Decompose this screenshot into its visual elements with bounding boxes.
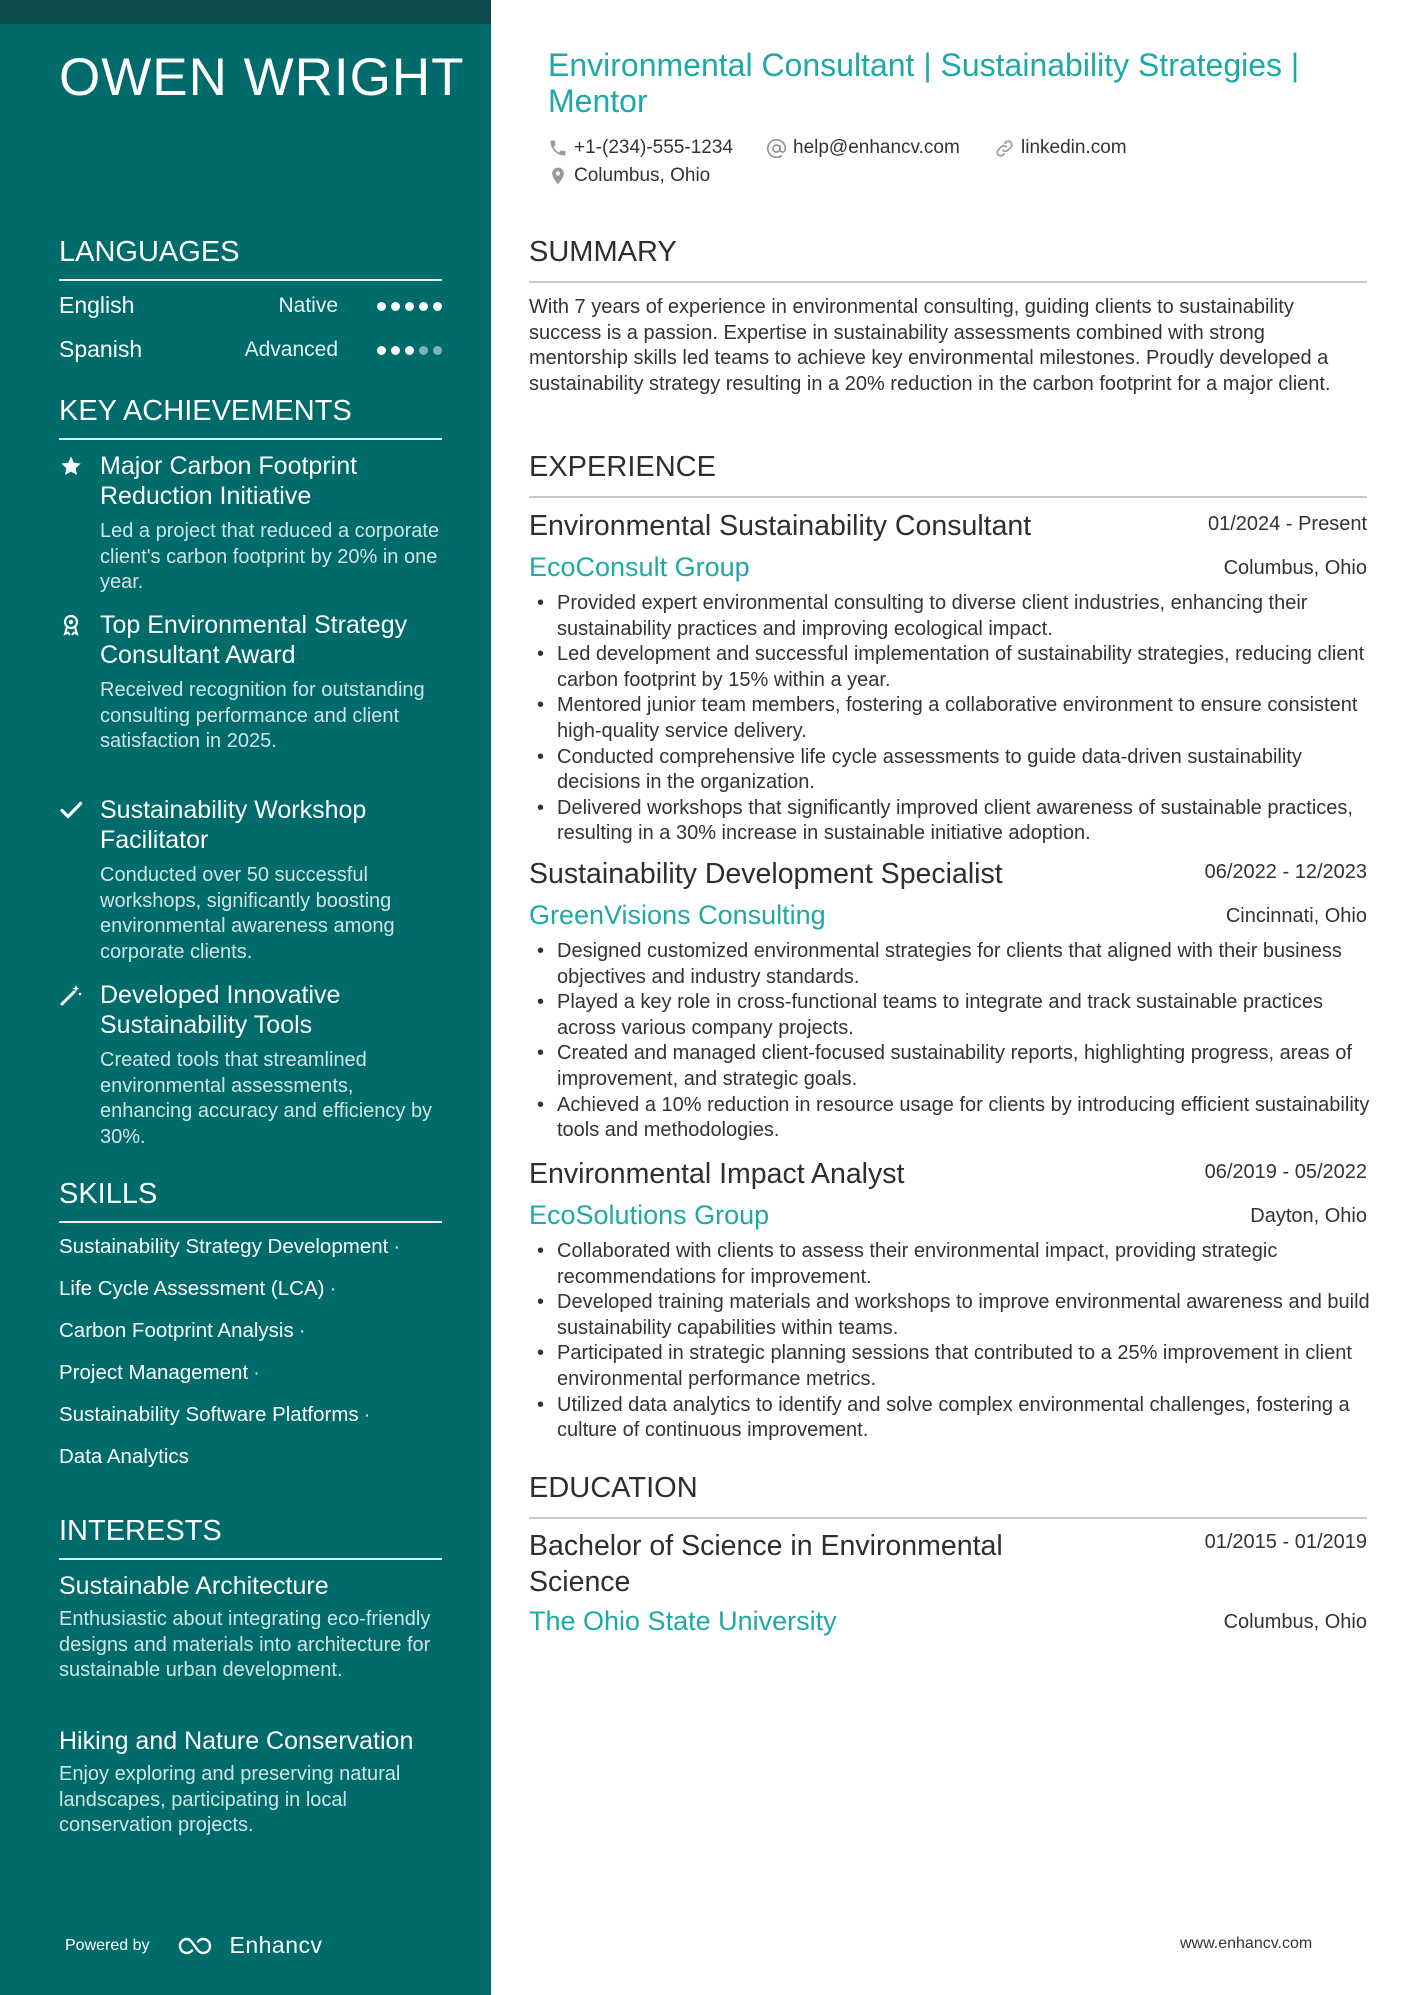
job-location: Columbus, Ohio: [1223, 557, 1367, 579]
language-level: Advanced: [244, 338, 338, 361]
summary-heading: SUMMARY: [529, 236, 1367, 283]
magic-wand-icon: [59, 983, 83, 1007]
powered-by-label: Powered by: [65, 1936, 150, 1954]
job-company: EcoSolutions Group: [529, 1200, 770, 1230]
proficiency-dots: [377, 302, 442, 311]
achievement-item: [59, 795, 442, 965]
job-bullets: [529, 1239, 1371, 1444]
footer-url[interactable]: www.enhancv.com: [1180, 1935, 1313, 1952]
headline: Environmental Consultant | Sustainability Strategies | Mentor: [548, 47, 1300, 119]
job-company: EcoConsult Group: [529, 552, 750, 582]
job-bullet: • Designed customized environmental strategies for clients that aligned with their business objectives and industry standards.: [529, 939, 1371, 990]
proficiency-dot-filled: [377, 302, 386, 311]
achievement-description: Created tools that streamlined environmental assessments, enhancing accuracy and efficiency by 30%.: [100, 1049, 433, 1148]
sidebar: [0, 0, 491, 1995]
job-dates: 01/2024 - Present: [1208, 513, 1367, 535]
award-icon: [59, 613, 83, 637]
job-location: Cincinnati, Ohio: [1225, 905, 1367, 927]
achievement-item: [59, 980, 442, 1150]
location-text: Columbus, Ohio: [574, 165, 711, 186]
interest-item: [59, 1571, 449, 1684]
proficiency-dot-filled: [405, 302, 414, 311]
job-bullets: [529, 591, 1371, 847]
contact-email[interactable]: [766, 137, 960, 159]
contact-linkedin[interactable]: [994, 137, 1127, 159]
achievement-title: Major Carbon Footprint Reduction Initiative: [100, 452, 358, 510]
job-bullet: • Provided expert environmental consulting to diverse client industries, enhancing their sustainability practices and improving ecological impact.: [529, 591, 1371, 642]
link-icon: [994, 138, 1015, 159]
job-location: Dayton, Ohio: [1250, 1205, 1367, 1227]
job-bullet: • Utilized data analytics to identify and solve complex environmental challenges, fostering a culture of continuous improvement.: [529, 1393, 1371, 1444]
contact-phone[interactable]: [548, 137, 733, 159]
powered-by: [65, 1932, 323, 1959]
interest-description: Enjoy exploring and preserving natural landscapes, participating in local conservation projects.: [59, 1763, 401, 1836]
contact-location: [548, 165, 710, 187]
achievement-item: [59, 610, 442, 755]
language-item: [59, 292, 442, 326]
email-address: help@enhancv.com: [793, 137, 960, 158]
enhancv-brand-name: Enhancv: [229, 1932, 323, 1958]
interest-description: Enthusiastic about integrating eco-friendly designs and materials into architecture for sustainable urban development.: [59, 1608, 431, 1681]
achievement-description: Conducted over 50 successful workshops, significantly boosting environmental awareness among corporate clients.: [100, 864, 395, 963]
summary-text: With 7 years of experience in environmental consulting, guiding clients to sustainability success is a passion. Expertise in sustainability assessments combined with strong mentorship skills led teams to achieve key environmental milestones. Proudly developed a sustainability strategy resulting in a 20% reduction in the carbon footprint for a major client.: [529, 296, 1331, 395]
enhancv-logo[interactable]: [176, 1932, 323, 1959]
achievement-description: Received recognition for outstanding consulting performance and client satisfaction in 2025.: [100, 679, 425, 752]
job-bullet: • Achieved a 10% reduction in resource usage for clients by introducing efficient sustainability tools and methodologies.: [529, 1093, 1371, 1144]
job-title: Sustainability Development Specialist: [529, 858, 1003, 890]
proficiency-dot-filled: [433, 302, 442, 311]
job-company: GreenVisions Consulting: [529, 900, 826, 930]
achievement-item: [59, 451, 442, 596]
job-title: Environmental Sustainability Consultant: [529, 510, 1032, 542]
job-title: Environmental Impact Analyst: [529, 1158, 905, 1190]
candidate-name: OWEN WRIGHT: [59, 48, 465, 107]
star-icon: [59, 454, 83, 478]
job-bullet: • Developed training materials and workshops to improve environmental awareness and build sustainability capabilities within teams.: [529, 1290, 1371, 1341]
job-bullet: • Collaborated with clients to assess their environmental impact, providing strategic recommendations for improvement.: [529, 1239, 1371, 1290]
proficiency-dot-filled: [377, 346, 386, 355]
education-heading: EDUCATION: [529, 1472, 1367, 1519]
at-icon: [766, 138, 787, 159]
experience-heading: EXPERIENCE: [529, 451, 1367, 498]
job-bullet: • Created and managed client-focused sustainability reports, highlighting progress, areas of improvement, and strategic goals.: [529, 1041, 1371, 1092]
job-bullet: • Conducted comprehensive life cycle assessments to guide data-driven sustainability decisions in the organization.: [529, 745, 1371, 796]
job-dates: 06/2022 - 12/2023: [1204, 861, 1367, 883]
achievement-title: Top Environmental Strategy Consultant Award: [100, 611, 408, 669]
proficiency-dot-empty: [419, 346, 428, 355]
job-bullet: • Mentored junior team members, fostering a collaborative environment to ensure consistent high-quality service delivery.: [529, 693, 1371, 744]
job-bullet: • Played a key role in cross-functional teams to integrate and track sustainable practices across various company projects.: [529, 990, 1371, 1041]
language-name: English: [59, 292, 135, 318]
interest-title: Sustainable Architecture: [59, 1572, 329, 1600]
language-name: Spanish: [59, 336, 143, 362]
school-location: Columbus, Ohio: [1223, 1611, 1367, 1633]
degree-title: Bachelor of Science in Environmental Science: [529, 1530, 1003, 1598]
education-dates: 01/2015 - 01/2019: [1204, 1531, 1367, 1553]
interest-item: [59, 1726, 449, 1839]
skill-item: Project Management ·: [59, 1361, 260, 1384]
phone-number: +1-(234)-555-1234: [574, 137, 733, 158]
achievement-title: Sustainability Workshop Facilitator: [100, 796, 367, 854]
proficiency-dot-filled: [419, 302, 428, 311]
achievement-description: Led a project that reduced a corporate client's carbon footprint by 20% in one year.: [100, 520, 440, 593]
languages-heading: LANGUAGES: [59, 236, 442, 281]
phone-icon: [548, 138, 568, 158]
linkedin-url: linkedin.com: [1021, 137, 1127, 158]
achievement-title: Developed Innovative Sustainability Tools: [100, 981, 341, 1039]
proficiency-dots: [377, 346, 442, 355]
skills-heading: SKILLS: [59, 1178, 442, 1223]
proficiency-dot-filled: [391, 302, 400, 311]
interests-heading: INTERESTS: [59, 1515, 442, 1560]
enhancv-logo-icon: [176, 1934, 222, 1958]
location-pin-icon: [548, 166, 568, 186]
top-strip: [0, 0, 491, 24]
skill-item: Sustainability Strategy Development ·: [59, 1235, 401, 1258]
achievements-heading: KEY ACHIEVEMENTS: [59, 395, 442, 440]
check-icon: [59, 798, 83, 822]
language-level: Native: [278, 294, 338, 317]
job-bullet: • Participated in strategic planning sessions that contributed to a 25% improvement in client environmental performance metrics.: [529, 1341, 1371, 1392]
proficiency-dot-filled: [405, 346, 414, 355]
skill-item: Sustainability Software Platforms ·: [59, 1403, 371, 1426]
job-bullet: • Led development and successful implementation of sustainability strategies, reducing client carbon footprint by 15% within a year.: [529, 642, 1371, 693]
proficiency-dot-empty: [433, 346, 442, 355]
skill-item: Carbon Footprint Analysis ·: [59, 1319, 306, 1342]
job-bullets: [529, 939, 1371, 1144]
language-item: [59, 336, 442, 370]
school-name: The Ohio State University: [529, 1606, 837, 1636]
skill-item: Data Analytics: [59, 1445, 189, 1468]
interest-title: Hiking and Nature Conservation: [59, 1727, 414, 1755]
job-dates: 06/2019 - 05/2022: [1204, 1161, 1367, 1183]
proficiency-dot-filled: [391, 346, 400, 355]
job-bullet: • Delivered workshops that significantly improved client awareness of sustainable practices, resulting in a 30% increase in sustainable initiative adoption.: [529, 796, 1371, 847]
skill-item: Life Cycle Assessment (LCA) ·: [59, 1277, 337, 1300]
